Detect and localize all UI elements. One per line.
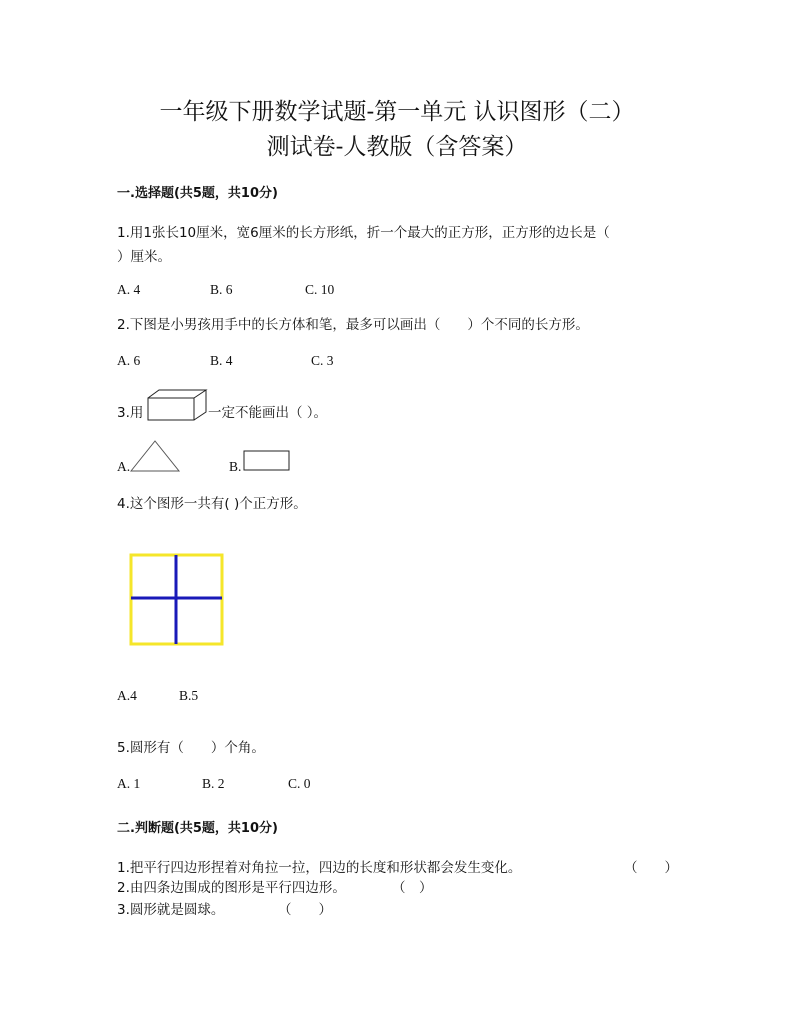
judgement-2-paren: （ ）	[392, 880, 433, 896]
question-2-text: 2.下图是小男孩用手中的长方体和笔，最多可以画出（ ）个不同的长方形。	[117, 317, 589, 333]
question-5-text: 5.圆形有（ ）个角。	[117, 740, 265, 756]
section-heading-judgement: 二.判断题(共5题，共10分)	[117, 821, 278, 836]
question-3-option-b: B.	[229, 459, 242, 474]
triangle-figure	[130, 440, 182, 473]
judgement-1-text: 1.把平行四边形捏着对角拉一拉，四边的长度和形状都会发生变化。	[117, 860, 522, 876]
question-5-option-b: B. 2	[202, 776, 225, 791]
question-5-option-c: C. 0	[288, 776, 311, 791]
judgement-1-paren: （ ）	[624, 860, 678, 876]
question-4-text: 4.这个图形一共有( )个正方形。	[117, 496, 307, 512]
question-1-option-b: B. 6	[210, 282, 233, 297]
question-2-option-b: B. 4	[210, 353, 233, 368]
question-1-option-a: A. 4	[117, 282, 141, 297]
judgement-2-text: 2.由四条边围成的图形是平行四边形。	[117, 880, 346, 896]
judgement-3-text: 3.圆形就是圆球。	[117, 902, 225, 918]
question-2-option-c: C. 3	[311, 353, 334, 368]
question-1-option-c: C. 10	[305, 282, 335, 297]
question-4-option-b: B.5	[179, 688, 199, 703]
question-1-line1: 1.用1张长10厘米，宽6厘米的长方形纸，折一个最大的正方形，正方形的边长是（	[117, 225, 610, 241]
doc-title-line2: 测试卷-人教版（含答案）	[266, 134, 528, 160]
square-cross-figure	[129, 553, 224, 646]
question-2-option-a: A. 6	[117, 353, 141, 368]
question-1-line2: ）厘米。	[117, 249, 171, 265]
question-3-option-a: A.	[117, 459, 131, 474]
section-heading-choice: 一.选择题(共5题，共10分)	[117, 186, 278, 201]
doc-title-line1: 一年级下册数学试题-第一单元 认识图形（二）	[159, 99, 635, 125]
question-3-prefix: 3.用	[117, 405, 144, 421]
question-3-suffix: 一定不能画出（ ）。	[208, 405, 328, 421]
question-5-option-a: A. 1	[117, 776, 141, 791]
judgement-3-paren: （ ）	[278, 902, 332, 918]
cuboid-figure	[147, 389, 209, 421]
question-4-option-a: A.4	[117, 688, 137, 703]
rectangle-figure	[243, 450, 291, 472]
